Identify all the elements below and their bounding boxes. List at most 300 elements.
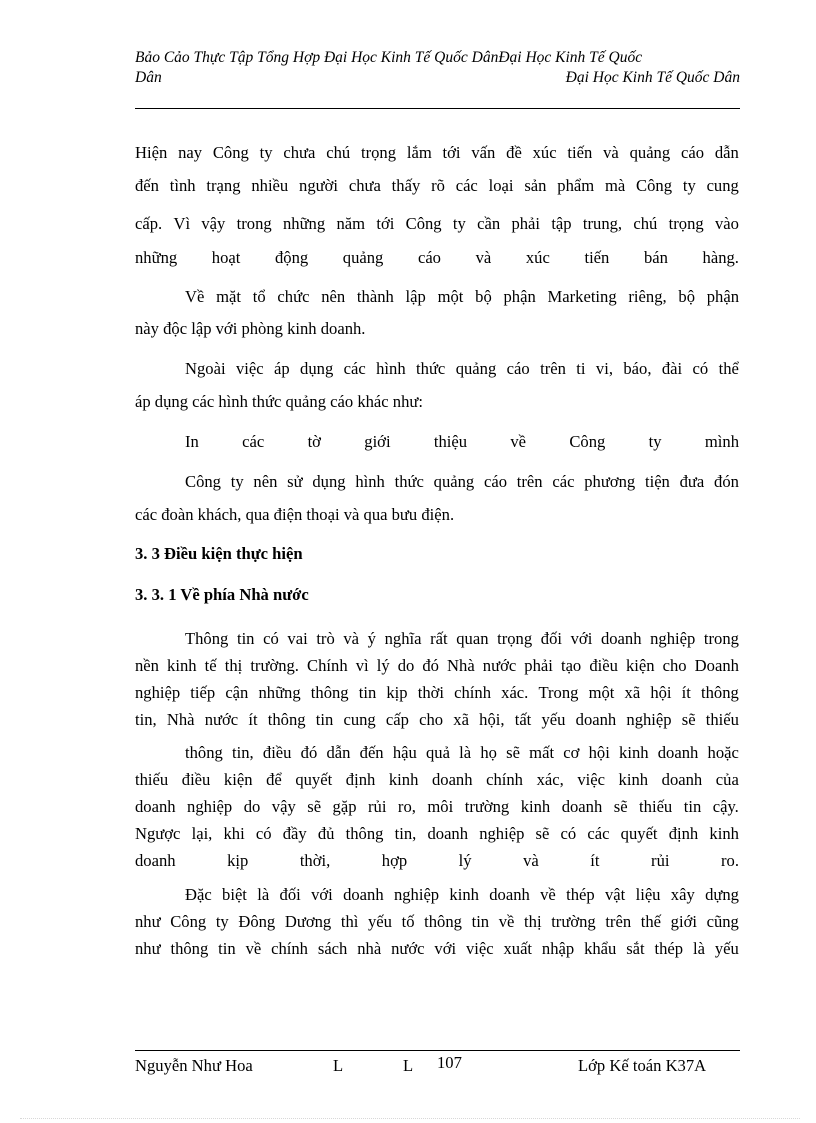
word: sách <box>317 939 348 958</box>
word: sử <box>287 472 303 491</box>
word: phương <box>584 472 636 491</box>
word: xác, <box>536 770 564 789</box>
word: cáo <box>417 248 441 267</box>
word: và <box>343 629 360 648</box>
word: Nhà <box>166 710 195 729</box>
word: dụng <box>312 472 346 491</box>
word: quyết <box>295 770 333 789</box>
word: định <box>668 824 699 843</box>
word: vì <box>355 656 369 675</box>
word: thế <box>640 912 662 931</box>
word: doanh <box>343 885 384 904</box>
word: vai <box>287 629 308 648</box>
word: tới <box>376 214 395 233</box>
word: Marketing <box>547 287 617 306</box>
word: gặp <box>332 797 357 816</box>
word: nước <box>391 939 425 958</box>
word: kịp <box>227 851 249 870</box>
word: chú <box>633 214 658 233</box>
word: thông <box>267 710 306 729</box>
paragraph-line <box>135 655 739 677</box>
word: trên <box>540 359 566 378</box>
header-title-line1: Bảo Cảo Thực Tập Tổng Hợp Đại Học Kinh Tế Quốc DânĐại Học Kinh Tế Quốc <box>135 49 643 66</box>
word: doanh <box>489 885 530 904</box>
word: nền <box>135 656 159 675</box>
word: những <box>282 214 326 233</box>
word: thép <box>566 885 595 904</box>
word: trọng <box>497 629 533 648</box>
word: Ngoài <box>185 359 226 378</box>
word: mình <box>704 432 739 451</box>
word: điều <box>589 656 618 675</box>
word: cáo <box>680 143 704 162</box>
word: tố <box>401 912 415 931</box>
word: Trong <box>538 683 579 702</box>
paragraph-line <box>185 628 739 650</box>
word: Doanh <box>694 656 739 675</box>
word: có <box>692 359 709 378</box>
header-title-line2-left: Dân <box>135 69 162 86</box>
word: định <box>345 770 376 789</box>
word: đề <box>506 143 522 162</box>
word: thành <box>356 287 394 306</box>
word: có <box>255 824 272 843</box>
paragraph-line <box>185 286 739 308</box>
word: yếu <box>714 939 739 958</box>
word: cơ <box>563 743 580 762</box>
word: quảng <box>342 248 384 267</box>
word: thức <box>416 359 446 378</box>
word: nghiệp <box>650 629 696 648</box>
word: cáo <box>483 472 508 491</box>
word: các <box>242 432 265 451</box>
word: chính <box>271 939 308 958</box>
word: chính <box>454 683 492 702</box>
paragraph-line <box>135 796 739 818</box>
word: trên <box>605 912 632 931</box>
word: động <box>274 248 309 267</box>
word: thức <box>394 472 424 491</box>
footer-mark: L <box>333 1056 344 1075</box>
word: đó <box>300 743 318 762</box>
word: Dương <box>284 912 332 931</box>
word: mà <box>604 176 626 195</box>
footer-mark: L <box>403 1056 414 1075</box>
word: nghiệp <box>135 683 181 702</box>
word: yếu <box>541 710 566 729</box>
word: tập <box>551 214 572 233</box>
word: Đông <box>238 912 276 931</box>
word: sẽ <box>307 797 322 816</box>
word: đến <box>359 743 384 762</box>
word: tin <box>315 710 334 729</box>
word: lý <box>376 656 390 675</box>
word: đó <box>422 656 439 675</box>
word: giới <box>364 432 391 451</box>
word: có <box>263 629 279 648</box>
word: quảng <box>455 359 497 378</box>
paragraph-line <box>135 175 739 197</box>
word: nghiệp <box>187 797 233 816</box>
word: trường <box>464 797 510 816</box>
word: dẫn <box>326 743 351 762</box>
word: doanh <box>561 797 603 816</box>
word: Công <box>185 472 221 491</box>
header-title-line2-right: Đại Học Kinh Tế Quốc Dân <box>565 69 740 86</box>
word: hoặc <box>707 743 739 762</box>
word: nhà <box>357 939 382 958</box>
word: tờ <box>307 432 321 451</box>
word: nước <box>482 656 517 675</box>
word: cần <box>477 214 501 233</box>
word: thép <box>654 939 684 958</box>
word: đủ <box>317 824 335 843</box>
word: dựng <box>705 885 739 904</box>
word: phải <box>511 214 541 233</box>
word: và <box>475 248 492 267</box>
word: ro. <box>721 851 739 870</box>
word: mất <box>529 743 555 762</box>
word: như <box>135 939 161 958</box>
word: đài <box>661 359 683 378</box>
subsection-heading: 3. 3. 1 Về phía Nhà nước <box>135 585 309 604</box>
word: là <box>459 743 472 762</box>
word: là <box>257 885 270 904</box>
word: Công <box>212 143 249 162</box>
word: cho <box>419 710 444 729</box>
word: tin <box>358 683 377 702</box>
paragraph-line <box>135 709 739 731</box>
word: tin <box>218 939 236 958</box>
word: chưa <box>283 143 316 162</box>
word: dụng <box>300 359 334 378</box>
word: xây <box>670 885 695 904</box>
word: thiếu <box>639 797 673 816</box>
word: In <box>185 432 199 451</box>
word: kinh <box>619 743 649 762</box>
word: ty <box>215 912 229 931</box>
word: thể <box>718 359 739 378</box>
word: kiện <box>223 770 253 789</box>
paragraph-line <box>185 431 739 453</box>
word: đến <box>135 176 159 195</box>
word: ti <box>576 359 586 378</box>
word: Đặc <box>185 885 212 904</box>
word: tình <box>169 176 196 195</box>
word: tổ <box>252 287 266 306</box>
word: về <box>498 912 515 931</box>
word: sẽ <box>613 797 628 816</box>
word: Nhà <box>447 656 475 675</box>
word: Công <box>170 912 207 931</box>
word: tiếp <box>190 683 216 702</box>
word: những <box>135 248 178 267</box>
word: hợp <box>381 851 408 870</box>
word: ty <box>682 176 696 195</box>
word: tiện <box>644 472 670 491</box>
word: vậy <box>201 214 226 233</box>
word: tin <box>471 912 490 931</box>
word: thấy <box>391 176 421 195</box>
word: thông <box>345 824 384 843</box>
word: vi, <box>595 359 613 378</box>
word: cho <box>662 656 687 675</box>
word: tin <box>236 629 255 648</box>
word: hội <box>588 743 610 762</box>
word: nghiệp <box>626 710 672 729</box>
word: hình <box>376 359 406 378</box>
word: một <box>588 683 615 702</box>
word: tin, <box>232 743 254 762</box>
word: việc <box>235 359 264 378</box>
word: kinh <box>709 824 739 843</box>
word: bộ <box>475 287 492 306</box>
paragraph-line <box>185 884 739 906</box>
word: doanh <box>431 770 473 789</box>
word: tế <box>204 656 217 675</box>
word: rủi <box>651 851 670 870</box>
word: và <box>523 851 539 870</box>
word: Ngược <box>135 824 181 843</box>
word: về <box>510 432 527 451</box>
word: thị <box>224 656 243 675</box>
section-heading: 3. 3 Điều kiện thực hiện <box>135 544 303 563</box>
word: phận <box>706 287 739 306</box>
word: tin, <box>135 710 157 729</box>
word: loại <box>488 176 514 195</box>
word: quyết <box>620 824 658 843</box>
word: giới <box>670 912 697 931</box>
word: doanh <box>135 797 176 816</box>
word: đối <box>540 629 562 648</box>
word: ý <box>367 629 376 648</box>
paragraph-line: các đoàn khách, qua điện thoại và qua bưu điện. <box>135 505 455 524</box>
word: chính <box>486 770 523 789</box>
word: xúc <box>532 143 557 162</box>
word: sẽ <box>506 743 520 762</box>
word: cấp. <box>135 214 163 233</box>
page-header <box>135 48 740 88</box>
word: thời <box>417 683 445 702</box>
word: kinh <box>618 770 649 789</box>
word: cung <box>343 710 376 729</box>
word: doanh <box>575 710 617 729</box>
word: xuất <box>503 939 533 958</box>
word: nên <box>253 472 278 491</box>
word: lập <box>405 287 426 306</box>
word: rất <box>430 629 448 648</box>
word: Thông <box>185 629 229 648</box>
word: về <box>245 939 262 958</box>
word: trạng <box>206 176 241 195</box>
word: các <box>455 176 478 195</box>
page-edge-divider <box>20 1118 800 1119</box>
word: phận <box>503 287 536 306</box>
word: kinh <box>167 656 197 675</box>
paragraph-line <box>185 742 739 764</box>
word: với <box>570 629 593 648</box>
paragraph-line <box>135 213 739 235</box>
word: áp <box>273 359 290 378</box>
word: người <box>299 176 339 195</box>
word: hoạt <box>211 248 241 267</box>
word: tin, <box>394 824 417 843</box>
word: thị <box>524 912 542 931</box>
word: ty <box>259 143 273 162</box>
word: kiện <box>625 656 655 675</box>
word: ro, <box>397 797 416 816</box>
word: sẽ <box>681 710 696 729</box>
word: biệt <box>222 885 247 904</box>
word: nay <box>178 143 203 162</box>
word: thông <box>310 683 349 702</box>
word: nhập <box>541 939 575 958</box>
word: để <box>266 770 282 789</box>
word: ít <box>590 851 600 870</box>
paragraph-line <box>135 823 739 845</box>
word: tất <box>514 710 532 729</box>
header-title-line2 <box>135 68 740 88</box>
word: thông <box>701 683 739 702</box>
word: xã <box>624 683 641 702</box>
word: thiệu <box>433 432 468 451</box>
word: Công <box>636 176 673 195</box>
paragraph-line <box>135 911 739 933</box>
word: liệu <box>635 885 661 904</box>
word: cấp <box>385 710 409 729</box>
paragraph-line <box>185 471 739 493</box>
word: đối <box>279 885 301 904</box>
word: trên <box>516 472 543 491</box>
paragraph-line <box>135 682 739 704</box>
paragraph-line <box>135 142 739 164</box>
word: vấn <box>471 143 496 162</box>
word: vậy <box>271 797 296 816</box>
word: đưa <box>679 472 705 491</box>
word: trường. <box>250 656 299 675</box>
word: cũng <box>706 912 739 931</box>
word: trong <box>236 214 272 233</box>
word: những <box>258 683 301 702</box>
word: nên <box>321 287 346 306</box>
header-divider <box>135 108 740 109</box>
word: sắt <box>626 939 645 958</box>
word: ty <box>452 214 466 233</box>
word: trọng <box>361 143 397 162</box>
paragraph-line: áp dụng các hình thức quảng cáo khác như: <box>135 392 424 411</box>
word: việc <box>577 770 605 789</box>
word: ty <box>230 472 244 491</box>
paragraph-line <box>135 247 739 269</box>
word: vào <box>714 214 739 233</box>
word: cậy. <box>712 797 739 816</box>
footer-author: Nguyễn Như Hoa <box>135 1056 253 1075</box>
word: quả <box>425 743 450 762</box>
word: hội, <box>479 710 505 729</box>
word: là <box>692 939 705 958</box>
word: trong <box>703 629 739 648</box>
word: thông <box>170 939 209 958</box>
word: trọng <box>668 214 704 233</box>
word: hội <box>650 683 672 702</box>
word: chú <box>326 143 351 162</box>
word: chức <box>277 287 310 306</box>
word: lại, <box>191 824 213 843</box>
word: sản <box>524 176 547 195</box>
word: rủi <box>368 797 387 816</box>
word: do <box>243 797 261 816</box>
paragraph-line: này độc lập với phòng kinh doanh. <box>135 319 366 338</box>
word: thì <box>340 912 359 931</box>
word: báo, <box>623 359 652 378</box>
word: trò <box>316 629 335 648</box>
word: do <box>397 656 415 675</box>
word: bộ <box>678 287 695 306</box>
word: tin <box>683 797 702 816</box>
paragraph-line <box>135 850 739 872</box>
word: với <box>434 939 457 958</box>
word: các <box>552 472 575 491</box>
word: riêng, <box>628 287 667 306</box>
word: phẩm <box>557 176 595 195</box>
word: doanh <box>657 743 699 762</box>
word: Hiện <box>135 143 168 162</box>
word: một <box>437 287 464 306</box>
paragraph-line <box>135 769 739 791</box>
word: thời, <box>299 851 331 870</box>
word: thông <box>185 743 223 762</box>
word: có <box>560 824 577 843</box>
word: nghĩa <box>384 629 422 648</box>
word: doanh <box>661 770 703 789</box>
word: đầy <box>282 824 307 843</box>
word: ty <box>648 432 662 451</box>
word: Chính <box>307 656 348 675</box>
word: hàng. <box>702 248 739 267</box>
word: mặt <box>216 287 241 306</box>
word: khi <box>223 824 245 843</box>
word: doanh <box>600 629 642 648</box>
word: nghiệp <box>479 824 525 843</box>
word: trung, <box>582 214 623 233</box>
word: kinh <box>388 770 419 789</box>
word: sẽ <box>535 824 550 843</box>
word: với <box>311 885 333 904</box>
word: điều <box>181 770 211 789</box>
word: tạo <box>560 656 582 675</box>
word: chưa <box>348 176 381 195</box>
page-number: 107 <box>437 1053 462 1072</box>
footer-class: Lớp Kế toán K37A <box>578 1056 707 1075</box>
word: đón <box>714 472 739 491</box>
word: và <box>603 143 619 162</box>
word: tiến <box>567 143 593 162</box>
word: lý <box>458 851 472 870</box>
word: thông <box>424 912 462 931</box>
word: xác. <box>501 683 529 702</box>
word: Công <box>405 214 442 233</box>
word: môi <box>427 797 454 816</box>
word: quan <box>456 629 489 648</box>
word: các <box>343 359 366 378</box>
word: vật <box>605 885 626 904</box>
word: rõ <box>431 176 445 195</box>
word: nghiệp <box>393 885 440 904</box>
paragraph-line <box>185 358 739 380</box>
word: ít <box>681 683 691 702</box>
word: nước <box>204 710 239 729</box>
word: hình <box>355 472 385 491</box>
